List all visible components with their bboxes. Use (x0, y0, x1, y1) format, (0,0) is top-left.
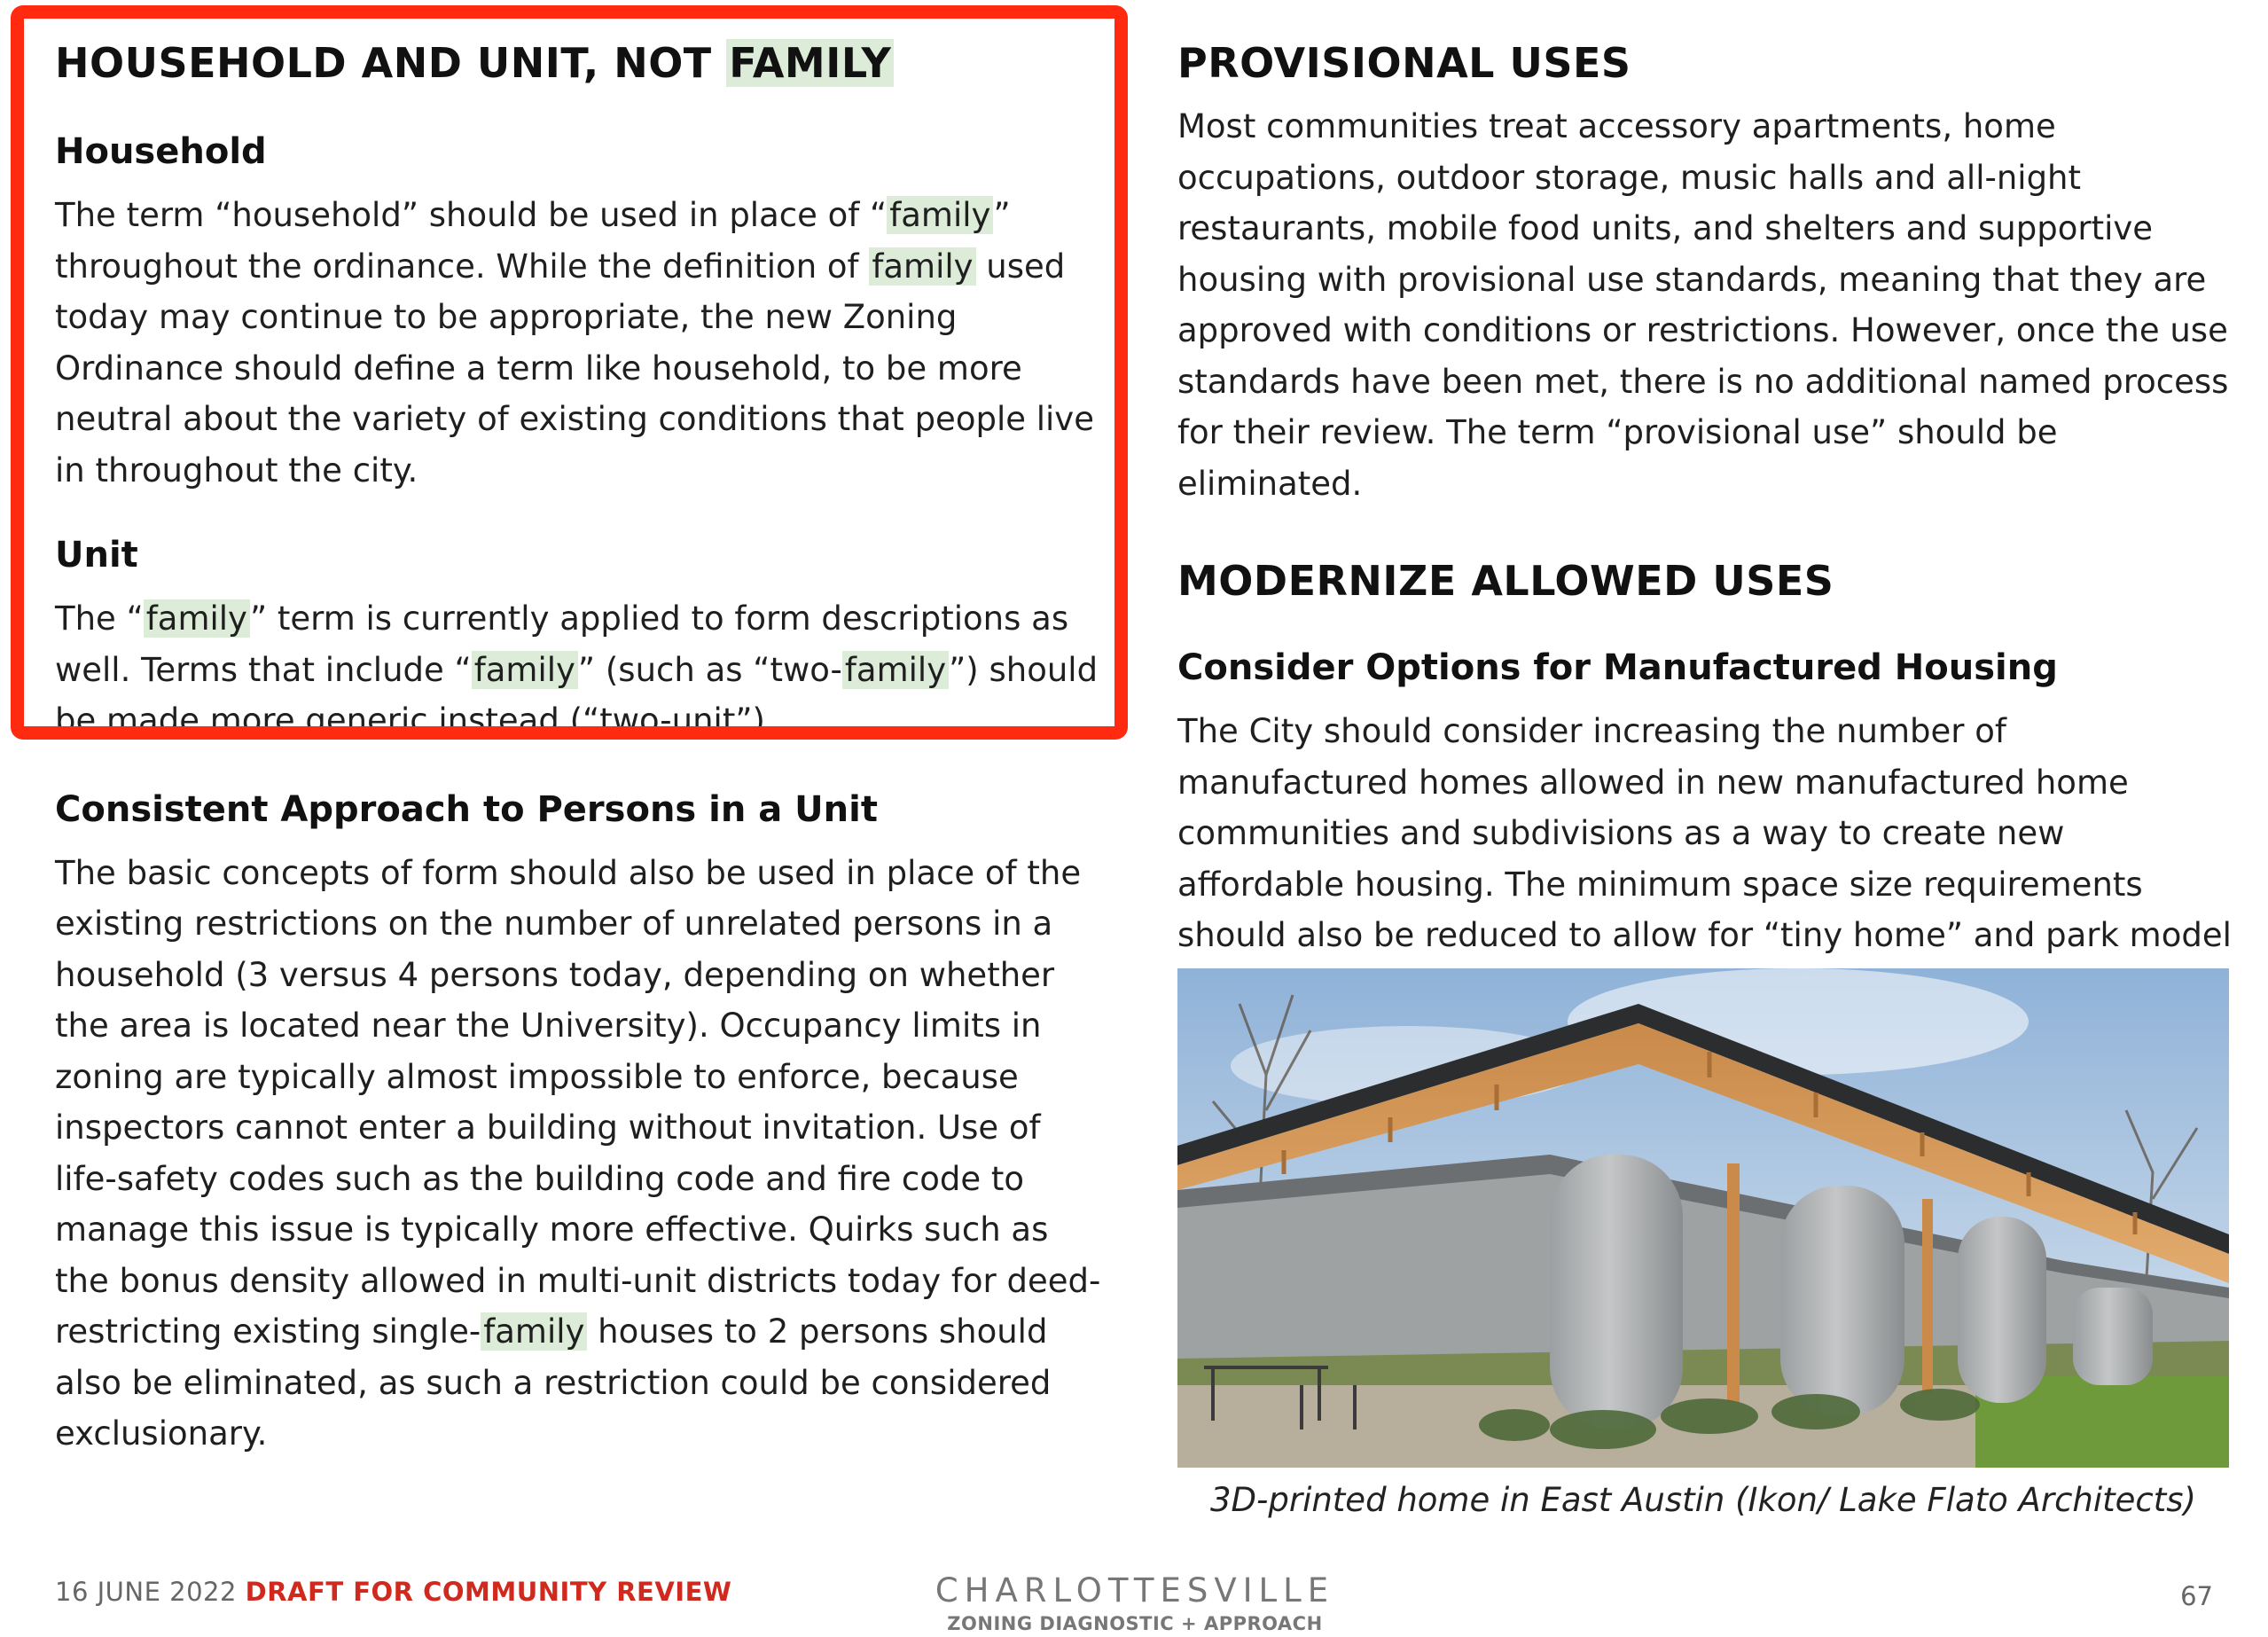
section-title-household: HOUSEHOLD AND UNIT, NOT FAMILY (55, 35, 1101, 90)
highlight-box (11, 5, 1128, 740)
house-photo (1177, 968, 2229, 1468)
highlight-family: family (869, 247, 975, 286)
highlight-family: family (472, 651, 578, 689)
highlight-family: FAMILY (726, 39, 894, 87)
consistent-paragraph: The basic concepts of form should also be used in place of the existing restrictions on the number of unrelated persons in a household (3 versus 4 persons today, depending on whether the area is located near the University). Occupancy limits in zoning are typically almost impossible to enforce, because inspectors cannot enter a building without invitation. Use of life-safety codes such as the building code and fire code to manage this issue is typically more effective. Quirks such as the bonus density allowed in multi-unit districts today for deed-restricting existing single-family houses to 2 persons should also be eliminated, as such a restriction could be considered exclusionary. (55, 853, 1101, 1453)
right-column (1177, 35, 2233, 1012)
manufactured-paragraph: The City should consider increasing the number of manufactured homes allowed in new manufactured home communities and subdivisions as a way to create new affordable housing. The minimum space size requirements should also be reduced to allow for “tiny home” and park model (1177, 712, 2232, 954)
unit-paragraph: The “family” term is currently applied to form descriptions as well. Terms that include “family” (such as “two-family”) should be made more generic instead (“two-unit”). (55, 599, 1099, 740)
provisional-paragraph: Most communities treat accessory apartments, home occupations, outdoor storage, music halls and all-night restaurants, mobile food units, and shelters and supportive housing with provisional use standards, meaning that they are approved with conditions or restrictions. However, once the use standards have been met, there is no additional named process for their review. The term “provisional use” should be eliminated. (1177, 107, 2229, 503)
footer-brand (887, 1571, 1383, 1637)
consistent-heading: Consistent Approach to Persons in a Unit (55, 788, 878, 830)
footer-city: CHARLOTTESVILLE (935, 1571, 1335, 1610)
section-title-modernize: MODERNIZE ALLOWED USES (1177, 557, 1834, 605)
manufactured-heading: Consider Options for Manufactured Housing (1177, 647, 2058, 688)
highlight-family: family (481, 1312, 587, 1351)
highlight-family: family (144, 599, 250, 638)
footer-subtitle: ZONING DIAGNOSTIC + APPROACH (947, 1613, 1323, 1634)
highlight-family: family (842, 651, 949, 689)
draft-label: DRAFT FOR COMMUNITY REVIEW (245, 1577, 732, 1607)
photo-caption: 3D-printed home in East Austin (Ikon/ Lake Flato Architects) (1209, 1481, 2196, 1519)
household-paragraph: The term “household” should be used in place of “family” throughout the ordinance. While the definition of family used today may continue to be appropriate, the new Zoning Ordinance should define a term like household, to be more neutral about the variety of existing conditions that people live in throughout the city. (55, 196, 1094, 490)
unit-heading: Unit (55, 535, 138, 576)
page-number: 67 (2180, 1581, 2213, 1611)
footer-date: 16 JUNE 2022 DRAFT FOR COMMUNITY REVIEW (55, 1577, 732, 1607)
house-illustration (1177, 968, 2229, 1468)
section-title-provisional: PROVISIONAL USES (1177, 39, 1631, 87)
household-heading: Household (55, 131, 267, 172)
highlight-family: family (887, 196, 993, 234)
